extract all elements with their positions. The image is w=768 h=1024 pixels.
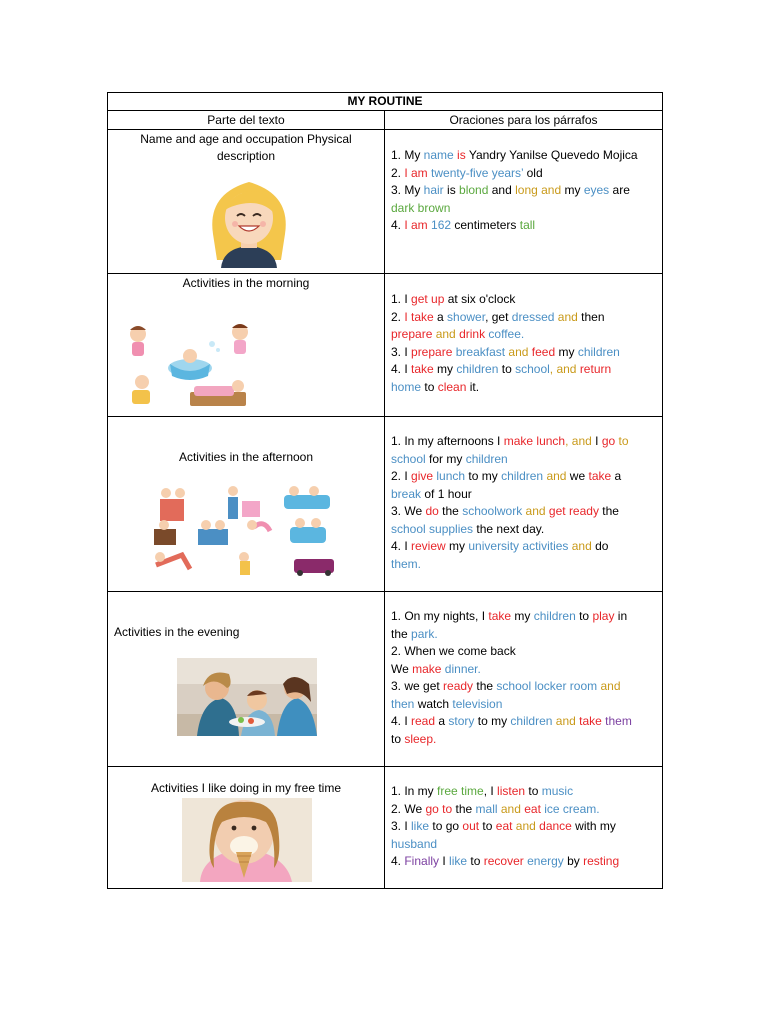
sentence-word: name [423,148,454,162]
sentence-word: break [391,486,422,501]
sentence-word: the [452,801,476,816]
table-title: MY ROUTINE [108,93,663,111]
sentence-word: sleep. [404,731,437,746]
sentence-word: 2. I [391,469,412,483]
sentence-word: them [601,714,632,728]
sentence-word: to my [474,714,511,728]
sentence-word: 2. When we come back [391,644,516,658]
sentence-word: 3. I [391,819,412,833]
sentence-word: resting [583,854,620,868]
sentence-word: 1. On my nights, I [391,609,489,623]
sentence-word: children [501,469,544,483]
sentence-word: go to [425,801,453,816]
sentence-word: home [391,379,422,394]
sentence-word: school locker room [496,679,598,693]
sentence-line [391,451,656,469]
sentence-word: listen [497,784,526,798]
sentences-cell [385,767,663,889]
sentence-word: my [561,183,584,197]
sentence-word: coffee. [485,327,525,341]
row-label-cell [108,767,385,889]
sentence-word: and [497,801,521,816]
row-label-cell [108,274,385,417]
sentence-word: ready [443,679,474,693]
sentence-word: twenty-five years’ [427,165,524,180]
morning-routine-illustration [120,320,260,414]
sentence-word: to [575,609,593,623]
row-label-cell [108,592,385,767]
row-label: Activities in the afternoon [178,450,314,464]
sentences-cell [385,274,663,417]
sentence-word: television [452,696,503,711]
sentence-word: 1. My [391,148,424,162]
sentence-word: take [488,609,512,623]
sentence-word: do [425,504,439,518]
sentence-word: like [411,819,430,833]
sentence-line [391,326,656,344]
sentence-line [391,836,656,854]
sentence-line [391,696,656,714]
sentence-word: and [432,327,456,341]
sentence-line [391,309,656,327]
sentence-word: take [575,714,602,728]
sentence-word: 1. I [391,292,412,306]
table-row [108,130,663,274]
sentence-word: centimeters [451,218,520,232]
sentence-line [391,608,656,626]
sentence-word: to go [429,819,463,833]
sentence-line [391,853,656,871]
sentence-word: university activities [468,539,569,553]
sentence-word: tall [519,218,536,232]
sentence-line [391,433,656,451]
sentence-word: out [462,819,480,833]
sentence-word: Finally [404,854,440,868]
table-row [108,417,663,592]
sentence-word: then [391,696,415,711]
sentence-word: the [391,626,412,641]
sentence-word: schoolwork [462,504,523,518]
sentence-word: at six o'clock [444,292,516,306]
sentence-word: old [523,165,543,180]
sentence-word: I am [404,165,428,180]
sentence-line [391,291,656,309]
sentence-word: 3. we get [391,679,444,693]
column-header-oraciones: Oraciones para los párrafos [385,111,663,130]
sentence-line [391,713,656,731]
sentence-word: them. [391,556,422,571]
sentence-word: feed [528,344,556,359]
sentence-word: 1. In my [391,784,438,798]
sentence-word: the next day. [473,521,545,536]
sentence-line [391,503,656,521]
sentence-word: recover [483,854,524,868]
row-label: Activities in the evening [114,625,240,639]
table-row [108,592,663,767]
sentence-word: children [577,344,620,359]
sentence-word: 2. [391,165,405,180]
sentence-line [391,200,656,218]
sentence-word: and [543,469,567,483]
sentence-word: children [456,362,499,376]
sentence-word: children [533,609,576,623]
sentence-word: prepare [411,344,453,359]
sentence-line [391,626,656,644]
sentence-word: and [597,679,621,693]
sentence-word: in [614,609,628,623]
sentence-line [391,801,656,819]
sentence-line [391,361,656,379]
sentences-cell [385,592,663,767]
sentence-word: school [391,451,426,466]
routine-table [107,92,663,889]
sentence-word: dinner. [441,661,481,676]
sentence-word: make [412,661,442,676]
sentence-word: and [554,309,578,324]
sentence-word: I [595,434,602,448]
sentence-line [391,182,656,200]
sentence-word: the [598,504,619,518]
sentence-word: 3. We [391,504,426,518]
sentence-word: and [537,183,562,197]
sentence-word: and [522,504,549,518]
row-label: Activities I like doing in my free time [150,781,342,795]
sentence-word: eat [520,801,541,816]
sentence-word: and [505,344,529,359]
sentence-word: to [467,854,484,868]
sentence-word: review [411,539,446,553]
sentence-word: school supplies [391,521,474,536]
sentence-word: 4. I [391,362,412,376]
sentence-word: dance [535,819,572,833]
sentence-word: with my [571,819,616,833]
sentence-word: the [438,504,463,518]
sentence-word: shower [447,309,486,324]
sentence-word: breakfast [452,344,506,359]
sentence-word: 4. I [391,714,412,728]
evening-cooking-photo [177,658,317,736]
sentence-word: is [443,183,460,197]
sentence-line [391,731,656,749]
sentences [385,767,662,871]
sentence-line [391,521,656,539]
sentence-line [391,486,656,504]
sentence-word: energy [523,854,564,868]
sentence-word: of 1 hour [421,486,472,501]
sentence-word: play [592,609,615,623]
column-header-parte: Parte del texto [108,111,385,130]
sentence-word: I take [404,309,434,324]
sentence-word: my [445,539,469,553]
sentence-word: get up [411,292,445,306]
sentence-word: , and [549,362,580,376]
sentence-word: 2. We [391,801,426,816]
afternoon-activities-illustration [154,483,340,577]
sentence-word: dark brown [391,200,451,215]
sentence-word: I am [404,218,428,232]
sentence-word: then [577,309,605,324]
sentence-word: 2. [391,309,405,324]
sentence-line [391,165,656,183]
sentence-word: are [609,183,630,197]
sentence-word: and [488,183,516,197]
sentence-word: Yandry Yanilse Quevedo Mojica [468,148,638,162]
sentence-word: my [433,362,457,376]
sentence-word: watch [414,696,453,711]
sentences-cell [385,417,663,592]
table-row [108,274,663,417]
sentence-word: prepare [391,327,433,341]
sentence-word: 3. I [391,344,412,359]
sentence-word: do [591,539,609,553]
sentence-word: 4. I [391,539,412,553]
sentence-word: take [588,469,612,483]
sentence-line [391,344,656,362]
sentence-word: give [411,469,434,483]
sentence-word: music [541,784,574,798]
sentence-word: 162 [427,218,452,232]
sentence-word: 1. In my afternoons I [391,434,504,448]
sentence-word: We [391,661,413,676]
sentence-word: and [552,714,576,728]
sentence-word: my [511,609,534,623]
sentence-line [391,783,656,801]
sentence-word: free time [437,784,484,798]
sentence-word: a [433,309,448,324]
sentence-word: long [515,183,538,197]
sentence-word: hair [423,183,444,197]
sentence-word: to [615,434,629,448]
sentence-line [391,147,656,165]
sentence-word: mall [475,801,498,816]
sentence-word: eyes [583,183,610,197]
sentence-word: and [568,539,592,553]
sentence-word: eat [495,819,513,833]
row-label-cell [108,130,385,274]
sentence-word: 4. [391,218,405,232]
sentence-word: 3. My [391,183,424,197]
sentence-word: my [555,344,578,359]
sentence-word: get ready [548,504,599,518]
sentence-word: husband [391,836,438,851]
sentence-word: blond [459,183,489,197]
sentence-line [391,678,656,696]
sentence-word: , I [483,784,498,798]
sentences [385,417,662,573]
sentence-word: clean [437,379,467,394]
row-label-cell [108,417,385,592]
sentence-line [391,556,656,574]
sentence-word: to [498,362,516,376]
sentence-word: park. [411,626,438,641]
sentence-line [391,818,656,836]
row-label: Name and age and occupation Physical description [140,132,352,163]
sentence-line [391,643,656,661]
sentence-word: and [512,819,536,833]
sentence-word: to [479,819,496,833]
sentence-word: by [563,854,584,868]
sentence-word: children [510,714,553,728]
sentence-word: a [435,714,449,728]
sentence-line [391,538,656,556]
sentence-word: return [579,362,612,376]
sentence-word: 4. [391,854,405,868]
sentence-word: children [465,451,508,466]
sentences-cell [385,130,663,274]
sentences [385,130,662,235]
sentence-word: I [439,854,450,868]
sentence-line [391,661,656,679]
sentence-line [391,379,656,397]
sentence-word: drink [455,327,486,341]
sentence-word: to [421,379,438,394]
table-row [108,767,663,889]
sentence-line [391,468,656,486]
sentence-word: go [601,434,616,448]
sentence-word: ice cream. [540,801,600,816]
sentence-word: to my [465,469,502,483]
sentence-word: the [473,679,497,693]
sentence-word: dressed [511,309,555,324]
sentence-word: school [515,362,550,376]
sentence-word: story [448,714,475,728]
sentence-word: , and [565,434,596,448]
sentence-word: take [411,362,434,376]
blonde-woman-illustration [201,174,297,268]
ice-cream-photo [182,798,312,882]
sentence-word: for my [425,451,466,466]
sentence-word: lunch [433,469,466,483]
sentence-word: , get [485,309,512,324]
sentence-word: to [391,731,405,746]
sentence-word: it. [466,379,480,394]
sentences [385,274,662,396]
sentence-word: to [525,784,542,798]
sentence-word: we [566,469,589,483]
sentences [385,592,662,748]
row-label: Activities in the morning [182,276,310,290]
sentence-word: read [411,714,436,728]
sentence-word: make lunch [503,434,566,448]
sentence-word: a [611,469,622,483]
sentence-word: is [453,148,469,162]
sentence-word: like [449,854,468,868]
sentence-line [391,217,656,235]
